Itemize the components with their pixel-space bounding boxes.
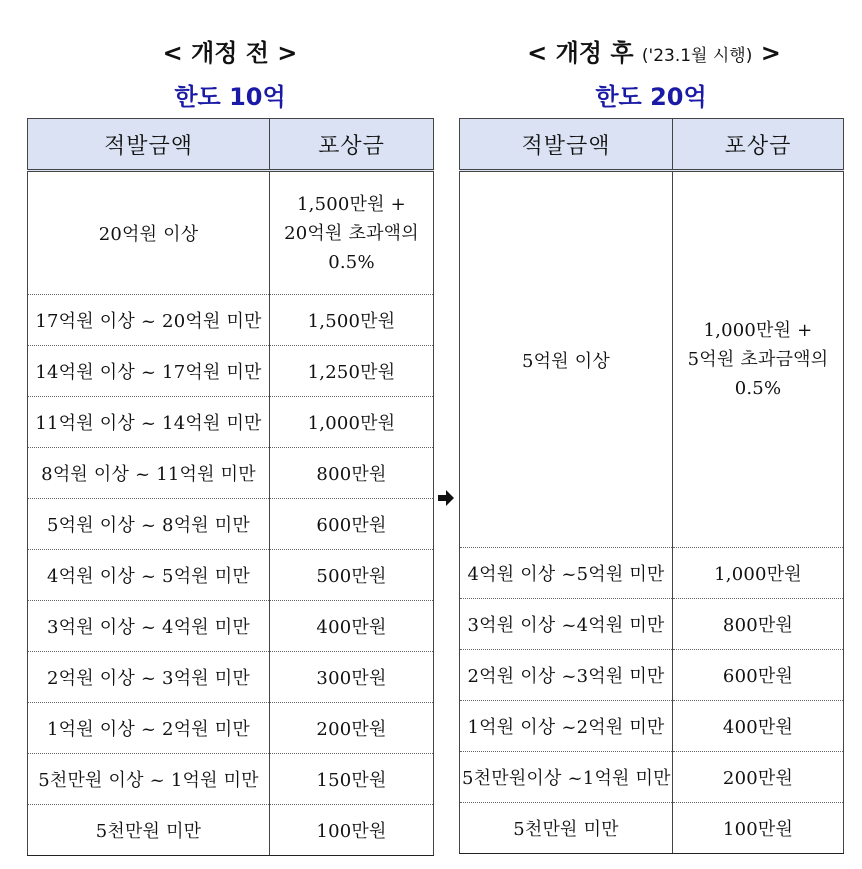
reward-cell: 500만원	[270, 550, 434, 601]
reward-line: 1,000만원 +	[703, 320, 813, 341]
amount-cell: 5천만원 미만	[28, 805, 270, 856]
amount-cell: 1억원 이상 ~2억원 미만	[460, 701, 673, 752]
reward-cell: 600만원	[673, 650, 844, 701]
before-limit: 한도 10억	[174, 83, 286, 111]
table-row	[460, 650, 844, 701]
reward-cell: 1,000만원	[673, 548, 844, 599]
reward-cell: 600만원	[270, 499, 434, 550]
table-row	[28, 550, 434, 601]
reward-cell: 1,500만원	[270, 295, 434, 346]
reward-line: 0.5%	[734, 378, 782, 399]
after-heading-note: ('23.1월 시행)	[641, 46, 753, 66]
amount-cell: 1억원 이상 ~ 2억원 미만	[28, 703, 270, 754]
after-table	[459, 118, 844, 854]
before-header-amount: 적발금액	[28, 119, 270, 171]
amount-cell: 2억원 이상 ~3억원 미만	[460, 650, 673, 701]
after-header-reward: 포상금	[673, 119, 844, 171]
after-header-row	[460, 119, 844, 171]
table-row	[28, 601, 434, 652]
table-row	[28, 805, 434, 856]
table-row	[28, 652, 434, 703]
after-heading-main: < 개정 후	[527, 39, 634, 67]
reward-line: 1,500만원 +	[297, 193, 406, 215]
after-heading-close: >	[760, 39, 781, 67]
amount-cell: 5억원 이상 ~ 8억원 미만	[28, 499, 270, 550]
table-row	[28, 499, 434, 550]
table-row	[460, 599, 844, 650]
amount-cell: 14억원 이상 ~ 17억원 미만	[28, 346, 270, 397]
amount-cell: 4억원 이상 ~5억원 미만	[460, 548, 673, 599]
table-row	[28, 754, 434, 805]
reward-cell: 150만원	[270, 754, 434, 805]
reward-cell: 200만원	[270, 703, 434, 754]
table-row	[28, 346, 434, 397]
amount-cell: 5천만원 이상 ~ 1억원 미만	[28, 754, 270, 805]
reward-cell: 1,000만원	[270, 397, 434, 448]
amount-cell: 5천만원이상 ~1억원 미만	[460, 752, 673, 803]
reward-cell: 100만원	[270, 805, 434, 856]
table-row	[460, 803, 844, 854]
amount-cell: 3억원 이상 ~4억원 미만	[460, 599, 673, 650]
amount-cell: 20억원 이상	[28, 171, 270, 295]
table-row	[460, 171, 844, 548]
reward-cell: 800만원	[270, 448, 434, 499]
reward-cell: 300만원	[270, 652, 434, 703]
table-row	[460, 701, 844, 752]
after-header-amount: 적발금액	[460, 119, 673, 171]
reward-cell: 200만원	[673, 752, 844, 803]
table-row	[28, 171, 434, 295]
reward-cell: 400만원	[270, 601, 434, 652]
after-heading	[459, 38, 849, 71]
reward-line: 0.5%	[328, 251, 375, 273]
table-row	[28, 295, 434, 346]
reward-cell: 1,250만원	[270, 346, 434, 397]
before-heading: < 개정 전 >	[162, 39, 298, 67]
reward-cell: 100만원	[673, 803, 844, 854]
reward-line: 20억원 초과액의	[284, 222, 419, 244]
right-arrow-icon	[437, 487, 455, 509]
amount-cell: 2억원 이상 ~ 3억원 미만	[28, 652, 270, 703]
table-row	[460, 752, 844, 803]
reward-cell	[270, 171, 434, 295]
before-table	[27, 118, 434, 856]
amount-cell: 3억원 이상 ~ 4억원 미만	[28, 601, 270, 652]
table-row	[28, 397, 434, 448]
reward-line: 5억원 초과금액의	[687, 349, 829, 370]
reward-cell: 800만원	[673, 599, 844, 650]
table-row	[28, 448, 434, 499]
amount-cell: 4억원 이상 ~ 5억원 미만	[28, 550, 270, 601]
amount-cell: 5천만원 미만	[460, 803, 673, 854]
before-header-reward: 포상금	[270, 119, 434, 171]
reward-cell	[673, 171, 844, 548]
before-header-row	[28, 119, 434, 171]
table-row	[28, 703, 434, 754]
table-row	[460, 548, 844, 599]
amount-cell: 11억원 이상 ~ 14억원 미만	[28, 397, 270, 448]
after-limit: 한도 20억	[595, 83, 707, 111]
amount-cell: 17억원 이상 ~ 20억원 미만	[28, 295, 270, 346]
amount-cell: 5억원 이상	[460, 171, 673, 548]
amount-cell: 8억원 이상 ~ 11억원 미만	[28, 448, 270, 499]
reward-cell: 400만원	[673, 701, 844, 752]
